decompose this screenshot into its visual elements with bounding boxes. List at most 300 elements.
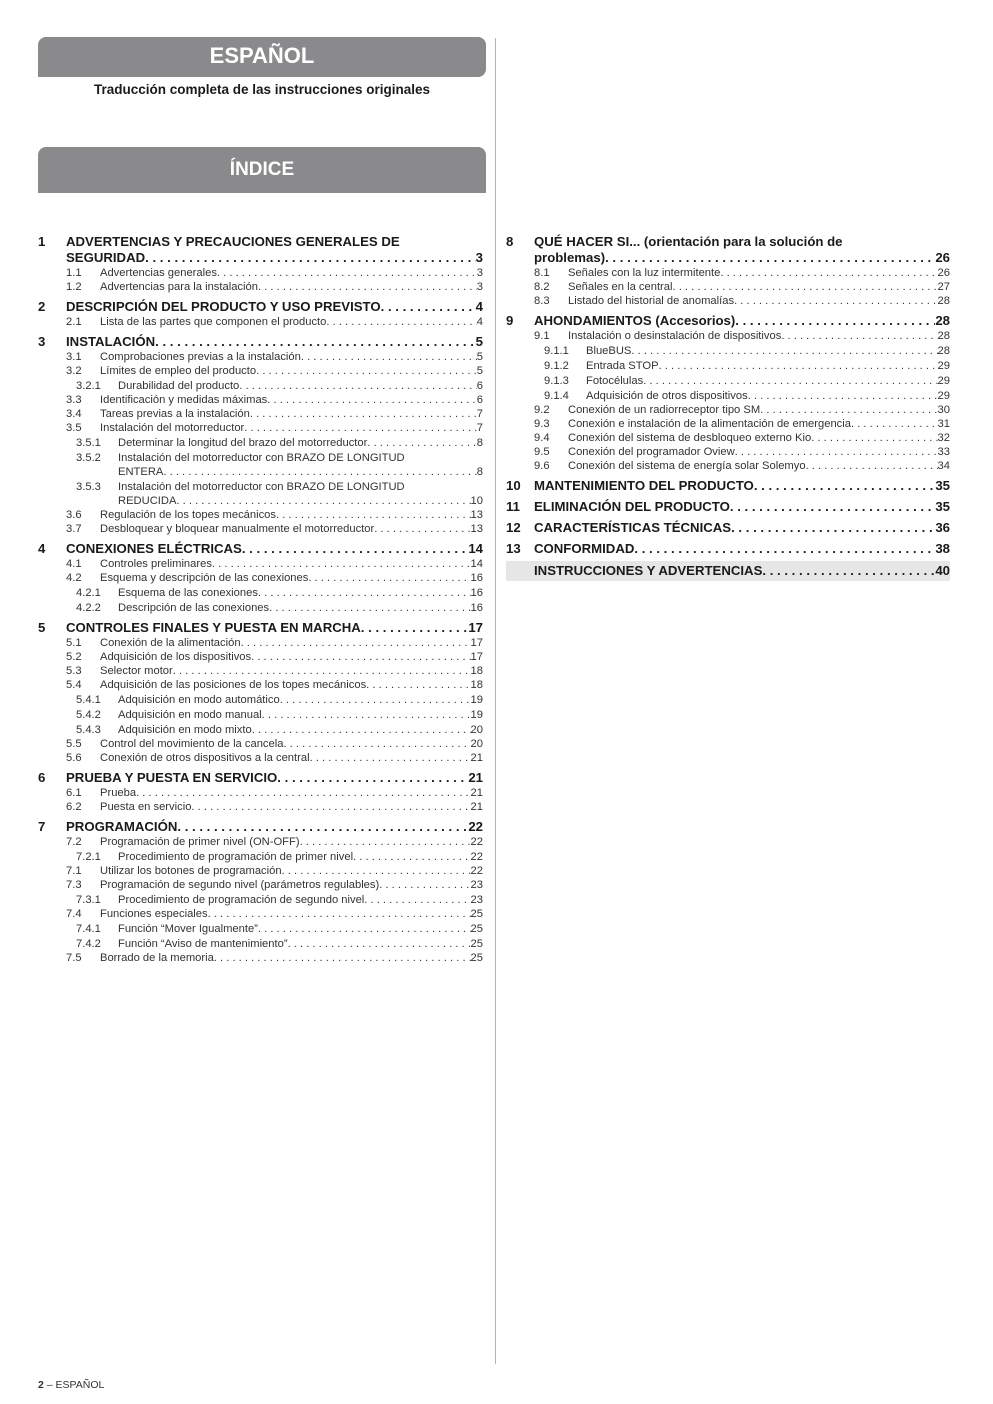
- item-page: 16: [470, 602, 483, 614]
- toc-section: [506, 477, 950, 494]
- item-line: [118, 436, 483, 450]
- toc-section: [38, 818, 483, 965]
- item-page: 6: [476, 380, 483, 392]
- item-line: [586, 374, 950, 388]
- item-body: [100, 407, 483, 421]
- item-title: Identificación y medidas máximas: [100, 394, 268, 406]
- item-body: [586, 374, 950, 388]
- item-page: 26: [937, 267, 950, 279]
- item-line: [100, 951, 483, 965]
- item-number: 7.3: [66, 879, 82, 891]
- item-body: [100, 508, 483, 522]
- toc-item[interactable]: [66, 850, 483, 864]
- section-title: PROGRAMACIÓN: [66, 819, 178, 834]
- dot-leader: [136, 786, 470, 800]
- toc-subitems: [38, 315, 483, 329]
- dot-leader: [326, 315, 476, 329]
- toc-left-column: [38, 233, 483, 969]
- item-title: Función “Mover Igualmente”: [118, 923, 258, 935]
- item-number: 3.1: [66, 351, 82, 363]
- section-number: 1: [38, 234, 46, 249]
- section-number: [506, 563, 534, 579]
- dot-leader: [631, 344, 937, 358]
- item-title: Instalación o desinstalación de dispositivos: [568, 330, 782, 342]
- toc-item[interactable]: [66, 586, 483, 600]
- item-title: Regulación de los topes mecánicos: [100, 509, 276, 521]
- dot-leader: [176, 494, 470, 508]
- item-line: [100, 266, 483, 280]
- item-body: [118, 850, 483, 864]
- item-number: 3.2.1: [76, 380, 101, 392]
- item-page: 18: [470, 665, 483, 677]
- dot-leader: [282, 864, 471, 878]
- item-body: [100, 350, 483, 364]
- item-number: 9.1.4: [544, 390, 569, 402]
- dot-leader: [720, 266, 937, 280]
- item-number: 7.2: [66, 836, 82, 848]
- item-page: 16: [470, 587, 483, 599]
- page-footer: [38, 1379, 104, 1391]
- toc-section-heading[interactable]: [506, 233, 950, 266]
- toc-item[interactable]: [66, 693, 483, 707]
- toc-section-heading[interactable]: [38, 619, 483, 636]
- toc-item[interactable]: [534, 374, 950, 388]
- section-page: 26: [935, 250, 950, 265]
- item-title: Adquisición en modo manual: [118, 709, 262, 721]
- item-title: Desbloquear y bloquear manualmente el motorreductor: [100, 523, 375, 535]
- item-title: Adquisición de otros dispositivos: [586, 390, 748, 402]
- toc-section-heading[interactable]: [506, 561, 950, 581]
- item-line: [100, 280, 483, 294]
- section-title: AHONDAMIENTOS (Accesorios): [534, 313, 736, 328]
- item-page: 29: [937, 375, 950, 387]
- section-number: 6: [38, 770, 46, 785]
- toc-item[interactable]: [534, 344, 950, 358]
- item-line: [100, 393, 483, 407]
- section-heading-body: [66, 334, 483, 350]
- item-body: [118, 480, 483, 508]
- toc-item[interactable]: [66, 379, 483, 393]
- dot-leader: [214, 951, 471, 965]
- item-title: Adquisición de los dispositivos: [100, 651, 252, 663]
- toc-section-heading[interactable]: [38, 769, 483, 786]
- dot-leader: [163, 465, 476, 479]
- toc-item[interactable]: [66, 664, 483, 678]
- item-body: [100, 636, 483, 650]
- item-page: 5: [476, 365, 483, 377]
- item-title: Funciones especiales: [100, 908, 208, 920]
- item-body: [118, 586, 483, 600]
- section-heading-body: [66, 541, 483, 557]
- item-number: 3.5.3: [76, 481, 101, 493]
- item-body: [100, 571, 483, 585]
- item-title: Prueba: [100, 787, 137, 799]
- item-number: 9.1.3: [544, 375, 569, 387]
- item-page: 22: [470, 836, 483, 848]
- section-line: [66, 770, 483, 786]
- item-line: [568, 266, 950, 280]
- toc-item[interactable]: [66, 800, 483, 814]
- section-line: [534, 520, 950, 536]
- toc-right-column: [506, 233, 950, 585]
- section-heading-body: [534, 234, 950, 266]
- toc-section: [38, 619, 483, 765]
- toc-item[interactable]: [66, 571, 483, 585]
- toc-item[interactable]: [66, 364, 483, 378]
- item-page: 21: [470, 752, 483, 764]
- item-line: [118, 723, 483, 737]
- toc-item[interactable]: [534, 431, 950, 445]
- item-number: 8.3: [534, 295, 550, 307]
- section-title: problemas): [534, 250, 606, 265]
- item-number: 7.4.2: [76, 938, 101, 950]
- toc-section-heading[interactable]: [506, 477, 950, 494]
- item-title: Puesta en servicio: [100, 801, 192, 813]
- dot-leader: [308, 571, 470, 585]
- section-line: [534, 250, 950, 266]
- item-title: Procedimiento de programación de segundo nivel: [118, 894, 365, 906]
- item-line: [568, 294, 950, 308]
- toc-item[interactable]: [66, 650, 483, 664]
- section-page: 5: [475, 334, 483, 349]
- toc-item[interactable]: [66, 786, 483, 800]
- dot-leader: [748, 389, 938, 403]
- item-number: 7.5: [66, 952, 82, 964]
- item-page: 33: [937, 446, 950, 458]
- toc-section: [38, 769, 483, 814]
- toc-item[interactable]: [66, 522, 483, 536]
- section-page: 14: [468, 541, 483, 556]
- section-number: 3: [38, 334, 46, 349]
- toc-section-heading[interactable]: [38, 540, 483, 557]
- item-title-line1: Instalación del motorreductor con BRAZO DE LONGITUD: [118, 481, 405, 493]
- item-number: 9.1: [534, 330, 550, 342]
- dot-leader: [244, 421, 476, 435]
- item-page: 7: [476, 422, 483, 434]
- dot-leader: [300, 835, 471, 849]
- section-heading-body: [534, 520, 950, 536]
- dot-leader: [811, 431, 937, 445]
- item-body: [568, 431, 950, 445]
- item-body: [100, 751, 483, 765]
- item-line: [586, 359, 950, 373]
- toc-item[interactable]: [66, 557, 483, 571]
- section-line: [66, 299, 483, 315]
- subtitle: Traducción completa de las instrucciones originales: [93, 82, 431, 97]
- language-banner: [38, 37, 486, 77]
- item-title: Conexión de un radiorreceptor tipo SM: [568, 404, 761, 416]
- section-number: 12: [506, 520, 521, 535]
- toc-item[interactable]: [66, 878, 483, 892]
- section-title: CONTROLES FINALES Y PUESTA EN MARCHA: [66, 620, 361, 635]
- item-line: [118, 693, 483, 707]
- item-page: 22: [470, 851, 483, 863]
- toc-item[interactable]: [534, 294, 950, 308]
- section-line: [66, 334, 483, 350]
- dot-leader: [310, 751, 471, 765]
- section-page: 35: [935, 478, 950, 493]
- item-line: [100, 557, 483, 571]
- item-line: [118, 601, 483, 615]
- toc-item[interactable]: [66, 678, 483, 692]
- toc-section-heading[interactable]: [38, 233, 483, 266]
- dot-leader: [269, 601, 470, 615]
- toc-item[interactable]: [66, 723, 483, 737]
- toc-item[interactable]: [66, 835, 483, 849]
- toc-item[interactable]: [66, 508, 483, 522]
- section-page: 22: [468, 819, 483, 834]
- item-body: [100, 421, 483, 435]
- item-title: Utilizar los botones de programación: [100, 865, 282, 877]
- item-body: [100, 678, 483, 692]
- item-page: 10: [470, 495, 483, 507]
- item-body: [586, 344, 950, 358]
- item-body: [568, 294, 950, 308]
- section-page: 36: [935, 520, 950, 535]
- item-line: [100, 835, 483, 849]
- dot-leader: [734, 294, 937, 308]
- section-heading-body: [534, 478, 950, 494]
- item-title: Esquema y descripción de las conexiones: [100, 572, 309, 584]
- item-number: 3.6: [66, 509, 82, 521]
- item-line: [100, 786, 483, 800]
- item-body: [100, 864, 483, 878]
- item-line: [100, 678, 483, 692]
- footer-label: – ESPAÑOL: [43, 1379, 105, 1391]
- item-title: Comprobaciones previas a la instalación: [100, 351, 301, 363]
- dot-leader: [806, 459, 938, 473]
- section-line: [534, 313, 950, 329]
- toc-section-heading[interactable]: [506, 519, 950, 536]
- item-page: 28: [937, 295, 950, 307]
- toc-section-heading[interactable]: [38, 333, 483, 350]
- item-line: [568, 445, 950, 459]
- item-number: 1.1: [66, 267, 82, 279]
- dot-leader: [258, 280, 477, 294]
- item-line: [100, 315, 483, 329]
- item-number: 9.3: [534, 418, 550, 430]
- item-page: 21: [470, 801, 483, 813]
- item-line: [118, 937, 483, 951]
- toc-item[interactable]: [534, 459, 950, 473]
- item-line: [100, 350, 483, 364]
- toc-section-heading[interactable]: [506, 498, 950, 515]
- dot-leader: [283, 737, 470, 751]
- dot-leader: [262, 708, 471, 722]
- dot-leader: [277, 770, 468, 786]
- toc-item[interactable]: [66, 893, 483, 907]
- section-title: PRUEBA Y PUESTA EN SERVICIO: [66, 770, 278, 785]
- dot-leader: [364, 893, 470, 907]
- toc-item[interactable]: [66, 350, 483, 364]
- item-number: 9.6: [534, 460, 550, 472]
- section-number: 10: [506, 478, 521, 493]
- toc-item[interactable]: [66, 421, 483, 435]
- item-number: 7.4.1: [76, 923, 101, 935]
- item-number: 6.1: [66, 787, 82, 799]
- toc-item[interactable]: [534, 417, 950, 431]
- item-title: Borrado de la memoria: [100, 952, 214, 964]
- item-page: 19: [470, 694, 483, 706]
- item-title: Conexión del programador Oview: [568, 446, 735, 458]
- item-body: [100, 364, 483, 378]
- toc-item[interactable]: [66, 480, 483, 508]
- dot-leader: [735, 313, 935, 329]
- dot-leader: [301, 350, 477, 364]
- toc-item[interactable]: [534, 266, 950, 280]
- toc-item[interactable]: [66, 451, 483, 479]
- index-banner: [38, 147, 486, 193]
- item-line: [100, 571, 483, 585]
- item-page: 13: [470, 509, 483, 521]
- toc-item[interactable]: [66, 751, 483, 765]
- item-title: Selector motor: [100, 665, 173, 677]
- toc-item[interactable]: [66, 708, 483, 722]
- toc-section-heading[interactable]: [38, 818, 483, 835]
- item-number: 4.2: [66, 572, 82, 584]
- item-line: [568, 329, 950, 343]
- item-page: 28: [937, 330, 950, 342]
- toc-item[interactable]: [534, 403, 950, 417]
- item-number: 7.2.1: [76, 851, 101, 863]
- item-body: [100, 951, 483, 965]
- item-number: 3.5: [66, 422, 82, 434]
- toc-item[interactable]: [66, 922, 483, 936]
- item-number: 9.1.2: [544, 360, 569, 372]
- toc-item[interactable]: [66, 737, 483, 751]
- section-page: 38: [935, 541, 950, 556]
- item-number: 4.1: [66, 558, 82, 570]
- item-title: Señales con la luz intermitente: [568, 267, 721, 279]
- item-number: 4.2.2: [76, 602, 101, 614]
- toc-item[interactable]: [66, 601, 483, 615]
- item-body: [100, 266, 483, 280]
- item-page: 23: [470, 894, 483, 906]
- section-number: 8: [506, 234, 514, 249]
- section-title: SEGURIDAD: [66, 250, 146, 265]
- item-title: Listado del historial de anomalías: [568, 295, 735, 307]
- item-body: [100, 907, 483, 921]
- dot-leader: [267, 393, 477, 407]
- dot-leader: [659, 359, 938, 373]
- item-page: 17: [470, 637, 483, 649]
- item-number: 7.1: [66, 865, 82, 877]
- item-page: 25: [470, 923, 483, 935]
- toc-item[interactable]: [66, 407, 483, 421]
- item-body: [118, 723, 483, 737]
- section-page: 28: [935, 313, 950, 328]
- section-heading-body: [66, 620, 483, 636]
- toc-section-heading[interactable]: [506, 312, 950, 329]
- dot-leader: [731, 520, 935, 536]
- item-number: 7.4: [66, 908, 82, 920]
- language-title: ESPAÑOL: [209, 43, 315, 68]
- toc-item[interactable]: [66, 315, 483, 329]
- item-number: 9.4: [534, 432, 550, 444]
- toc-item[interactable]: [534, 389, 950, 403]
- item-title: Lista de las partes que componen el producto: [100, 316, 327, 328]
- item-title: Conexión del sistema de energía solar Solemyo: [568, 460, 806, 472]
- item-line: [100, 907, 483, 921]
- dot-leader: [280, 693, 471, 707]
- toc-section: [38, 233, 483, 294]
- toc-item[interactable]: [66, 636, 483, 650]
- item-page: 19: [470, 709, 483, 721]
- toc-item[interactable]: [534, 359, 950, 373]
- item-body: [100, 737, 483, 751]
- dot-leader: [217, 266, 477, 280]
- item-body: [118, 436, 483, 450]
- dot-leader: [276, 508, 471, 522]
- toc-item[interactable]: [66, 951, 483, 965]
- dot-leader: [379, 878, 470, 892]
- toc-subitems: [38, 350, 483, 536]
- toc-section: [38, 333, 483, 536]
- toc-section-heading[interactable]: [38, 298, 483, 315]
- item-number: 3.5.2: [76, 452, 101, 464]
- item-body: [568, 417, 950, 431]
- dot-leader: [208, 907, 471, 921]
- toc-item[interactable]: [66, 266, 483, 280]
- toc-item[interactable]: [66, 280, 483, 294]
- item-line: [100, 878, 483, 892]
- toc-item[interactable]: [534, 280, 950, 294]
- item-page: 22: [470, 865, 483, 877]
- toc-item[interactable]: [66, 864, 483, 878]
- toc-item[interactable]: [66, 907, 483, 921]
- item-body: [100, 280, 483, 294]
- item-page: 34: [937, 460, 950, 472]
- item-page: 8: [476, 437, 483, 449]
- toc-section-heading[interactable]: [506, 540, 950, 557]
- toc-item[interactable]: [66, 436, 483, 450]
- section-heading-body: [66, 299, 483, 315]
- item-body: [118, 451, 483, 479]
- item-title: ENTERA: [118, 466, 164, 478]
- section-heading-body: [534, 499, 950, 515]
- toc-subitems: [38, 266, 483, 294]
- item-body: [100, 800, 483, 814]
- item-number: 5.2: [66, 651, 82, 663]
- item-title: Programación de segundo nivel (parámetros regulables): [100, 879, 380, 891]
- item-title: Conexión de otros dispositivos a la central: [100, 752, 310, 764]
- item-page: 18: [470, 679, 483, 691]
- item-body: [100, 315, 483, 329]
- section-page: 40: [935, 563, 950, 578]
- item-title: Programación de primer nivel (ON-OFF): [100, 836, 300, 848]
- toc-item[interactable]: [66, 937, 483, 951]
- item-number: 9.1.1: [544, 345, 569, 357]
- item-page: 30: [937, 404, 950, 416]
- dot-leader: [155, 334, 476, 350]
- item-number: 4.2.1: [76, 587, 101, 599]
- section-page: 21: [468, 770, 483, 785]
- item-title: Esquema de las conexiones: [118, 587, 258, 599]
- item-line: [568, 280, 950, 294]
- item-title: Procedimiento de programación de primer nivel: [118, 851, 354, 863]
- item-body: [568, 445, 950, 459]
- item-line: [568, 403, 950, 417]
- item-body: [100, 878, 483, 892]
- toc-item[interactable]: [534, 329, 950, 343]
- dot-leader: [643, 374, 937, 388]
- toc-item[interactable]: [66, 393, 483, 407]
- item-line: [100, 664, 483, 678]
- item-line: [568, 459, 950, 473]
- item-line: [100, 737, 483, 751]
- toc-item[interactable]: [534, 445, 950, 459]
- item-number: 5.4.1: [76, 694, 101, 706]
